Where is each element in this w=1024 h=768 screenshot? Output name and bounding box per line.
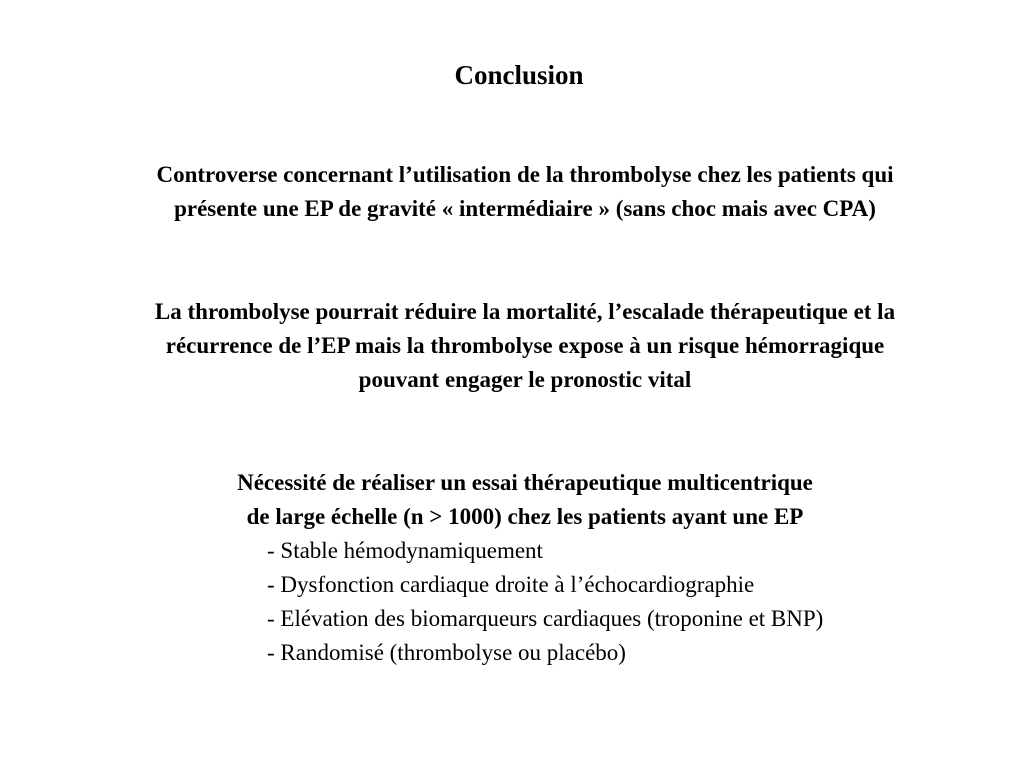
trial-criteria-list bbox=[267, 534, 1007, 670]
list-item: - Randomisé (thrombolyse ou placébo) bbox=[267, 640, 626, 665]
list-item: - Stable hémodynamiquement bbox=[267, 538, 543, 563]
paragraph-line: Controverse concernant l’utilisation de la thrombolyse chez les patients qui bbox=[156, 162, 894, 187]
paragraph-line: présente une EP de gravité « intermédiaire » (sans choc mais avec CPA) bbox=[174, 196, 876, 221]
paragraph-trial-necessity bbox=[0, 466, 1024, 534]
list-item: - Dysfonction cardiaque droite à l’échocardiographie bbox=[267, 572, 755, 597]
paragraph-line: La thrombolyse pourrait réduire la mortalité, l’escalade thérapeutique et la bbox=[154, 299, 896, 324]
paragraph-line: Nécessité de réaliser un essai thérapeutique multicentrique bbox=[237, 470, 813, 495]
paragraph-controversy bbox=[40, 158, 1010, 226]
paragraph-thrombolysis-effects bbox=[40, 295, 1010, 397]
paragraph-line: pouvant engager le pronostic vital bbox=[358, 367, 692, 392]
paragraph-line: de large échelle (n > 1000) chez les patients ayant une EP bbox=[246, 504, 804, 529]
paragraph-line: récurrence de l’EP mais la thrombolyse expose à un risque hémorragique bbox=[165, 333, 885, 358]
list-item: - Elévation des biomarqueurs cardiaques (troponine et BNP) bbox=[267, 606, 824, 631]
slide-title: Conclusion bbox=[454, 60, 584, 90]
